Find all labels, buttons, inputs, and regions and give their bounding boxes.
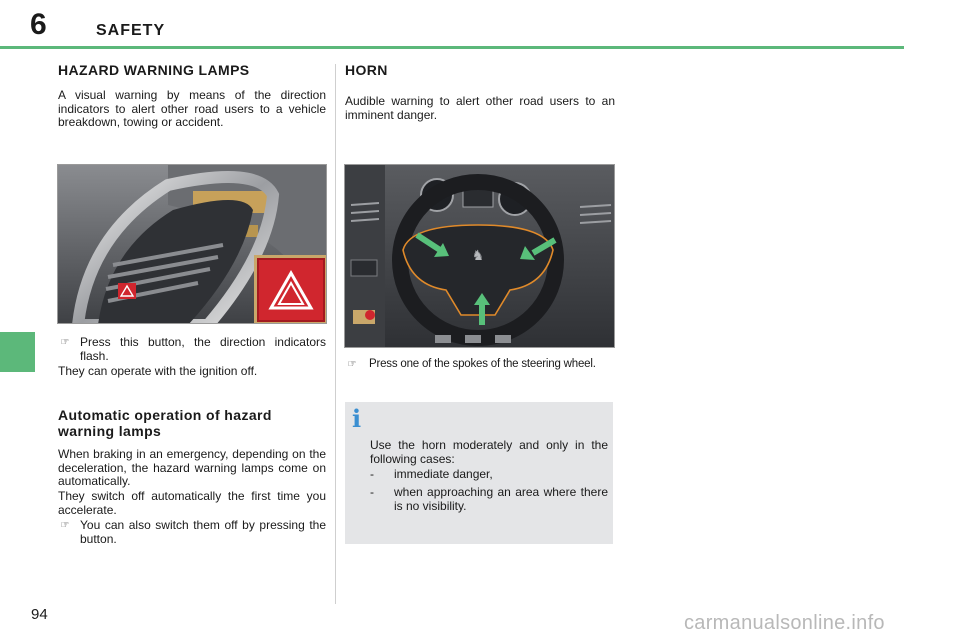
svg-text:♞: ♞	[471, 248, 485, 264]
chapter-title: SAFETY	[96, 22, 166, 39]
hazard-button-zoom	[258, 259, 324, 321]
header-rule	[0, 46, 904, 49]
pointing-hand-icon: ☞	[347, 359, 357, 370]
info-box	[345, 402, 613, 544]
auto-title: Automatic operation of hazard warning lamps	[58, 407, 272, 439]
steering-wheel-illustration	[345, 165, 615, 348]
chapter-side-tab	[0, 332, 35, 372]
horn-bullet: ☞ Press one of the spokes of the steering wheel.	[345, 358, 615, 372]
info-text: Use the horn moderately and only in the following cases:	[370, 438, 608, 466]
horn-title: HORN	[345, 62, 388, 78]
auto-bullet: ☞ You can also switch them off by pressing the button.	[58, 519, 326, 546]
watermark: carmanualsonline.info	[684, 612, 885, 634]
page-number: 94	[31, 606, 48, 623]
pointing-hand-icon: ☞	[60, 337, 70, 348]
pointing-hand-icon: ☞	[60, 520, 70, 531]
hazard-bullet: ☞ Press this button, the direction indicators flash.	[58, 336, 326, 363]
auto-paragraph-1: When braking in an emergency, depending on the deceleration, the hazard warning lamps come on automatically.	[58, 447, 326, 488]
hazard-intro: A visual warning by means of the direction indicators to alert other road users to a vehicle breakdown, towing or accident.	[58, 88, 326, 129]
info-list-item: - immediate danger,	[370, 467, 493, 481]
chapter-number: 6	[30, 8, 47, 41]
horn-intro: Audible warning to alert other road users to an imminent danger.	[345, 94, 615, 122]
info-icon: i	[352, 404, 362, 433]
dashboard-vent-illustration	[58, 165, 327, 324]
column-divider	[335, 64, 336, 604]
auto-paragraph-2: They switch off automatically the first time you accelerate.	[58, 489, 326, 517]
steering-wheel-photo	[344, 164, 615, 348]
hazard-title: HAZARD WARNING LAMPS	[58, 62, 250, 78]
info-list-item: - when approaching an area where there is no visibility.	[370, 485, 608, 513]
hazard-note: They can operate with the ignition off.	[58, 364, 258, 378]
hazard-button-photo	[57, 164, 327, 324]
